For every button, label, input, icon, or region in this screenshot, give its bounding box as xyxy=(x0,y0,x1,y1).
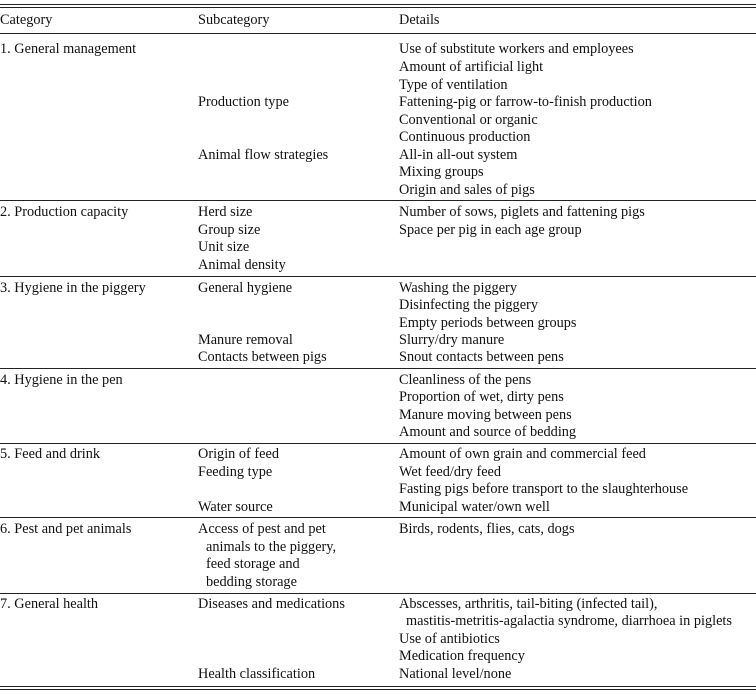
details-cell: mastitis-metritis-agalactia syndrome, diarrhoea in piglets xyxy=(406,613,732,629)
category-cell: 7. General health xyxy=(0,596,99,612)
details-cell: Municipal water/own well xyxy=(399,499,550,515)
details-cell: Birds, rodents, flies, cats, dogs xyxy=(399,521,575,537)
subcategory-cell: Unit size xyxy=(198,239,250,255)
details-cell: Origin and sales of pigs xyxy=(399,182,535,198)
details-cell: Type of ventilation xyxy=(399,77,508,93)
subcategory-cell: Feeding type xyxy=(198,464,273,480)
row-rule xyxy=(0,517,756,518)
subcategory-cell: Herd size xyxy=(198,204,253,220)
details-cell: Continuous production xyxy=(399,129,531,145)
subcategory-cell: General hygiene xyxy=(198,280,293,296)
top-rule xyxy=(0,4,756,5)
details-cell: Empty periods between groups xyxy=(399,315,577,331)
subcategory-cell: Origin of feed xyxy=(198,446,279,462)
header-category: Category xyxy=(0,12,53,28)
details-cell: All-in all-out system xyxy=(399,147,518,163)
details-cell: Mixing groups xyxy=(399,164,484,180)
details-cell: Disinfecting the piggery xyxy=(399,297,538,313)
subcategory-cell: Water source xyxy=(198,499,273,515)
header-rule xyxy=(0,33,756,34)
details-cell: Fasting pigs before transport to the slaughterhouse xyxy=(399,481,689,497)
subcategory-cell: Diseases and medications xyxy=(198,596,345,612)
bottom-rule xyxy=(0,689,756,690)
subcategory-cell: bedding storage xyxy=(206,574,297,590)
details-cell: Amount of own grain and commercial feed xyxy=(399,446,646,462)
details-cell: National level/none xyxy=(399,666,512,682)
subcategory-cell: Health classification xyxy=(198,666,316,682)
details-cell: Amount of artificial light xyxy=(399,59,544,75)
row-rule xyxy=(0,443,756,444)
category-cell: 3. Hygiene in the piggery xyxy=(0,280,146,296)
details-cell: Wet feed/dry feed xyxy=(399,464,502,480)
top-rule xyxy=(0,7,756,8)
category-cell: 1. General management xyxy=(0,41,137,57)
subcategory-cell: feed storage and xyxy=(206,556,300,572)
details-cell: Washing the piggery xyxy=(399,280,517,296)
header-details: Details xyxy=(399,12,440,28)
header-subcategory: Subcategory xyxy=(198,12,270,28)
category-cell: 6. Pest and pet animals xyxy=(0,521,132,537)
category-cell: 5. Feed and drink xyxy=(0,446,101,462)
subcategory-cell: Animal density xyxy=(198,257,286,273)
details-cell: Number of sows, piglets and fattening pigs xyxy=(399,204,645,220)
details-cell: Cleanliness of the pens xyxy=(399,372,532,388)
details-cell: Fattening-pig or farrow-to-finish production xyxy=(399,94,652,110)
subcategory-cell: Production type xyxy=(198,94,289,110)
details-cell: Slurry/dry manure xyxy=(399,332,505,348)
details-cell: Abscesses, arthritis, tail-biting (infected tail), xyxy=(399,596,658,612)
details-cell: Manure moving between pens xyxy=(399,407,572,423)
row-rule xyxy=(0,593,756,594)
details-cell: Space per pig in each age group xyxy=(399,222,582,238)
details-cell: Proportion of wet, dirty pens xyxy=(399,389,564,405)
details-cell: Snout contacts between pens xyxy=(399,349,564,365)
bottom-rule xyxy=(0,686,756,687)
details-cell: Medication frequency xyxy=(399,648,525,664)
category-cell: 4. Hygiene in the pen xyxy=(0,372,123,388)
subcategory-cell: Access of pest and pet xyxy=(198,521,326,537)
details-cell: Use of substitute workers and employees xyxy=(399,41,634,57)
category-cell: 2. Production capacity xyxy=(0,204,129,220)
subcategory-cell: Contacts between pigs xyxy=(198,349,327,365)
row-rule xyxy=(0,200,756,201)
details-cell: Use of antibiotics xyxy=(399,631,500,647)
details-cell: Conventional or organic xyxy=(399,112,538,128)
row-rule xyxy=(0,368,756,369)
subcategory-cell: Animal flow strategies xyxy=(198,147,329,163)
details-cell: Amount and source of bedding xyxy=(399,424,577,440)
subcategory-cell: Manure removal xyxy=(198,332,293,348)
row-rule xyxy=(0,276,756,277)
subcategory-cell: animals to the piggery, xyxy=(206,539,337,555)
subcategory-cell: Group size xyxy=(198,222,261,238)
